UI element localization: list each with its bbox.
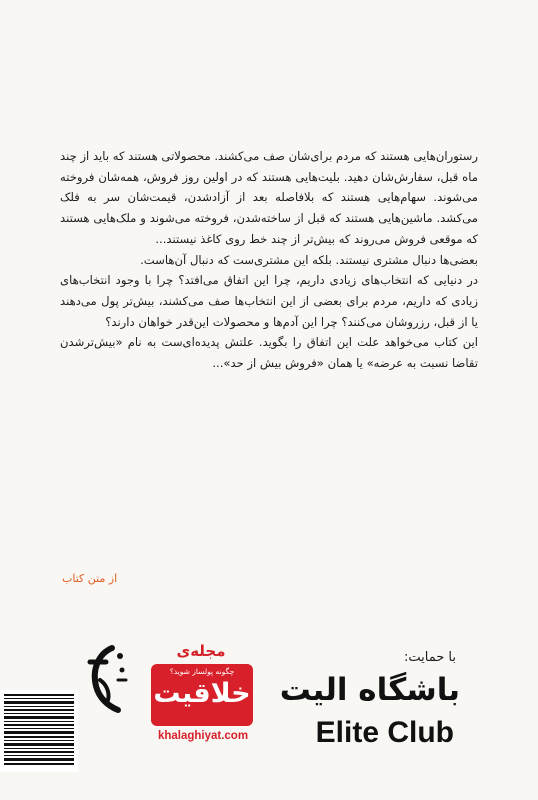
blurb-paragraph-4: این کتاب می‌خواهد علت این اتفاق را بگوید. علتش پدیده‌ای‌ست به نام «بیش‌ترشدن تقاضا نسبت به عرضه» یا همان «فروش بیش از حد»...	[60, 335, 478, 371]
magazine-url: khalaghiyat.com	[157, 730, 249, 742]
blurb-paragraph-3: در دنیایی که انتخاب‌های زیادی داریم، چرا این اتفاق می‌افتد؟ چرا با وجود انتخاب‌های زیادی که داریم، مردم برای بعضی از این انتخاب‌ها صف می‌کشند، بیش‌تر پول می‌دهند یا از قبل، رزروشان می‌کنند؟ چرا این آدم‌ها و محصولات این‌قدر خواهان دارند؟	[60, 273, 478, 329]
publisher-logo-icon	[82, 640, 130, 722]
barcode-icon	[4, 694, 74, 768]
magazine-title: مجله‌ی	[176, 642, 226, 660]
blurb-text	[60, 146, 478, 374]
publisher-logo	[82, 640, 130, 722]
magazine-tagline: چگونه پولساز شوید؟	[169, 667, 235, 676]
magazine-name: خلاقیت	[153, 678, 251, 709]
club-name-english: Elite Club	[315, 716, 454, 749]
quote-source: از متن کتاب	[62, 572, 118, 585]
barcode	[0, 690, 78, 772]
support-label: با حمایت:	[404, 650, 456, 665]
magazine-badge	[151, 664, 253, 726]
blurb-paragraph-1: رستوران‌هایی هستند که مردم برای‌شان صف می‌کشند. محصولاتی هستند که باید از چند ماه قبل، سفارش‌شان دهید. بلیت‌هایی هستند که در اولین روز فروش، همه‌شان فروخته می‌شوند. سهام‌هایی هستند که بلافاصله بعد از آزادشدن، قیمت‌شان سر به فلک می‌کشد. ماشین‌هایی هستند که قبل از ساخته‌شدن، فروخته می‌شوند و ملک‌هایی هستند که موقعی فروش می‌روند که بیش‌تر از چند خط روی کاغذ نیستند...	[60, 149, 478, 246]
magazine-logo	[145, 642, 257, 752]
club-name-persian: باشگاه الیت	[279, 672, 460, 708]
blurb-paragraph-2: بعضی‌ها دنبال مشتری نیستند. بلکه این مشتری‌ست که دنبال آن‌هاست.	[140, 252, 478, 267]
